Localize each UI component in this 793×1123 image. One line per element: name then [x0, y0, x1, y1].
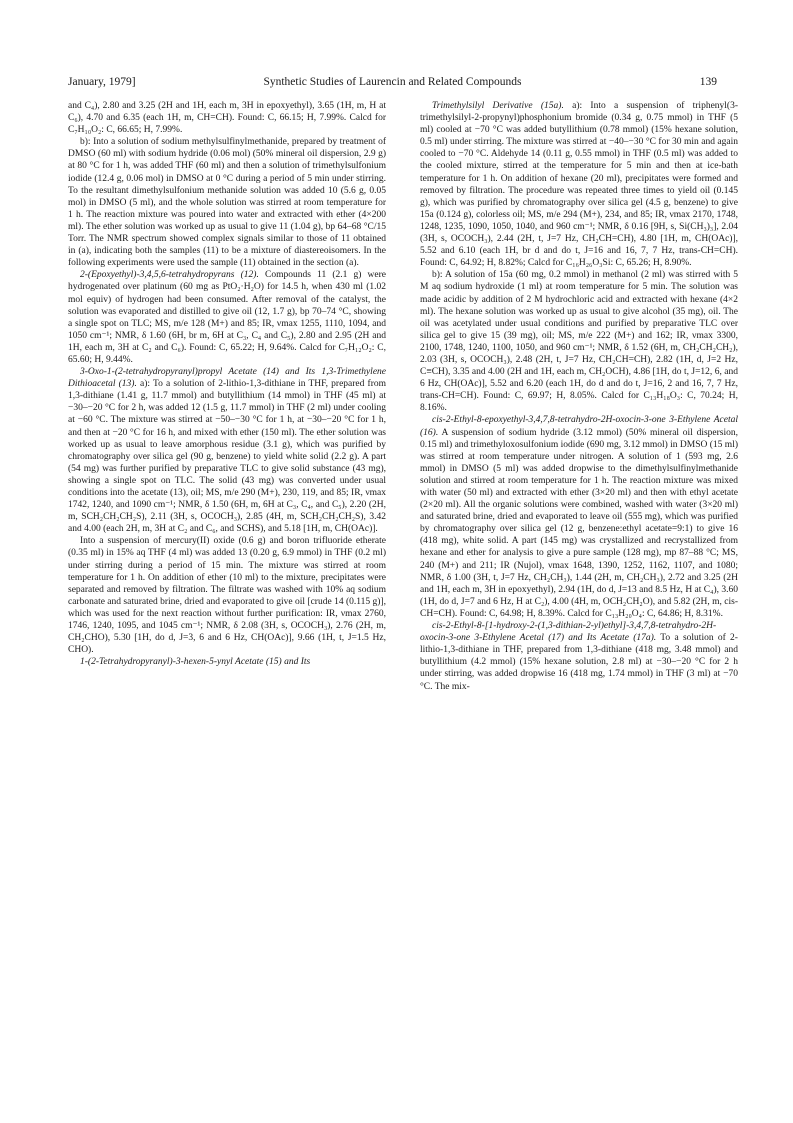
paragraph: [68, 535, 386, 656]
paragraph: [420, 620, 738, 693]
section-heading: 2-(Epoxyethyl)-3,4,5,6-tetrahydropyrans (12).: [80, 270, 259, 281]
section-heading: cis-2-Ethyl-8-[1-hydroxy-2-(1,3-dithian-2-yl)ethyl]-3,4,7,8-tetrahydro-2H-oxocin-3-one 3-Ethylene Acetal (17) and Its Acetate (17a).: [420, 621, 717, 644]
paragraph: [420, 100, 738, 269]
header-title: Synthetic Studies of Laurencin and Related Compounds: [263, 76, 522, 88]
left-column: [68, 100, 386, 668]
paragraph: [420, 414, 738, 620]
paragraph: [68, 656, 386, 668]
right-column: [420, 100, 738, 693]
paragraph-text: Compounds 11 (2.1 g) were hydrogenated over platinum (60 mg as PtO₂·H₂O) for 14.5 h, when 430 ml (1.02 mol equiv) of hydrogen had been consumed. After removal of the catalyst, the solution was evaporated and distilled to give oil (12, 1.7 g), bp 70–74 °C, showing a single spot on TLC; MS, m/e 128 (M+) and 85; IR, νmax 1255, 1110, 1094, and 1050 cm⁻¹; NMR, δ 1.60 (6H, br m, 6H at C₃, C₄ and C₅), 2.80 and 2.95 (2H and 1H, each m, 3H at C₂ and C₆). Found: C, 65.22; H, 9.64%. Calcd for C₇H₁₂O₂: C, 65.60; H, 9.44%.: [68, 270, 386, 365]
paragraph: [420, 269, 738, 414]
paragraph-text: a): Into a suspension of triphenyl(3-trimethylsilyl-2-propynyl)phosphonium bromide (0.34 g, 0.75 mmol) in THF (5 ml) cooled at −70 °C was added butyllithium (0.78 mmol) (15% hexane solution, 0.5 ml) under stirring. The mixture was stirred at −40–−30 °C for 30 min and again cooled to −70 °C. Aldehyde 14 (0.11 g, 0.55 mmol) in THF (0.5 ml) was added to the cooled mixture, stirred at the temperature for 5 min and then at ice-bath temperature for 1 h. On addition of hexane (20 ml), precipitates were formed and removed by filtration. The procedure was repeated three times to yield oil (0.145 g), which was purified by chromatography over silica gel (4.5 g, benzene) to give 15a (0.124 g), colorless oil; MS, m/e 294 (M+), 234, and 85; IR, νmax 2170, 1748, 1248, 1235, 1090, 1050, 1040, and 960 cm⁻¹; NMR, δ 0.16 [9H, s, Si(CH₃)₃], 2.04 (3H, s, OCOCH₃), 2.44 (2H, t, J=7 Hz, CH₂CH=CH), 4.80 [1H, m, CH(OAc)], 5.52 and 6.10 (each 1H, br d and do t, J=16 and 16, 7, 7 Hz, trans-CH=CH). Found: C, 64.92; H, 8.82%; Calcd for C₁₆H₂₆O₃Si: C, 65.26; H, 8.90%.: [420, 101, 739, 269]
paragraph-text: and C₄), 2.80 and 3.25 (2H and 1H, each m, 3H in epoxyethyl), 3.65 (1H, m, H at C₆), 4.70 and 6.35 (each 1H, m, CH=CH). Found: C, 66.15; H, 7.99%. Calcd for C₇H₁₀O₂: C, 66.65; H, 7.99%.: [68, 101, 386, 136]
section-heading: Trimethylsilyl Derivative (15a).: [432, 101, 564, 111]
page-number: 139: [699, 76, 717, 88]
section-heading: 1-(2-Tetrahydropyranyl)-3-hexen-5-ynyl Acetate (15) and Its: [80, 657, 311, 668]
header-date: January, 1979]: [68, 76, 136, 88]
paragraph-text: b): Into a solution of sodium methylsulfinylmethanide, prepared by treatment of DMSO (60 ml) with sodium hydride (0.06 mol) (50% mineral oil dispersion, 2.9 g) at 80 °C for 1 h, was added THF (60 ml) and then a solution of trimethylsulfonium iodide (12.4 g, 0.06 mol) in DMSO at 0 °C during a period of 5 min under stirring. To the resultant dimethylsulfonium methanide solution was added 10 (5.6 g, 0.05 mol) in DMSO (5 ml), and the whole solution was stirred at room temperature for 1 h. The reaction mixture was poured into water and extracted with ether (4×200 ml). The ether solution was worked up as usual to give 11 (1.04 g), bp 64–68 °C/15 Torr. The NMR spectrum showed complex signals similar to those of 11 obtained in (a), indicating both the samples (11) to be a mixture of diastereoisomers. In the following experiments were used the sample (11) obtained in the section (a).: [68, 137, 386, 269]
paragraph-text: To a solution of 2-lithio-1,3-dithiane in THF, prepared from 1,3-dithiane (418 mg, 3.48 mmol) and butyllithium (4.2 mmol) (15% hexane solution, 2.8 ml) at −30–−20 °C for 2 h under stirring, was added dropwise 16 (418 mg, 1.74 mmol) in THF (3 ml) at −70 °C. The mix-: [420, 633, 738, 692]
paragraph-text: Into a suspension of mercury(II) oxide (0.6 g) and boron trifluoride etherate (0.35 ml) in 15% aq THF (4 ml) was added 13 (0.20 g, 6.9 mmol) in THF (0.2 ml) under stirring during a period of 15 min. The mixture was stirred at room temperature for 1 h. On addition of ether (10 ml) to the mixture, precipitates were separated and removed by filtration. The filtrate was washed with 10% aq sodium carbonate and saturated brine, dried and evaporated to give oil [crude 14 (0.115 g)], which was used for the next reaction without further purification: IR, νmax 2760, 1746, 1240, 1095, and 1045 cm⁻¹; NMR, δ 2.08 (3H, s, OCOCH₃), 2.76 (2H, m, CH₂CHO), 5.30 [1H, do d, J=3, 6 and 6 Hz, CH(OAc)], 9.66 (1H, t, J=1.5 Hz, CHO).: [68, 536, 386, 656]
paragraph-text: b): A solution of 15a (60 mg, 0.2 mmol) in methanol (2 ml) was stirred with 5 M aq sodium hydroxide (1 ml) at room temperature for 5 min. The solution was made acidic by addition of 2 M hydrochloric acid and extracted with hexane (4×2 ml). The hexane solution was worked up as usual to give alcohol (35 mg), oil. The oil was acetylated under usual conditions and purified by preparative TLC over silica gel to give 15 (39 mg), oil; MS, m/e 222 (M+) and 162; IR, νmax 3300, 2100, 1748, 1240, 1100, 1050, and 960 cm⁻¹; NMR, δ 1.52 (6H, m, CH₂CH₂CH₂), 2.03 (3H, s, OCOCH₃), 2.48 (2H, t, J=7 Hz, CH₂CH=CH), 2.82 (1H, d, J=2 Hz, C≡CH), 3.35 and 4.00 (2H and 1H, each m, CH₂OCH), 4.86 [1H, do t, J=12, 6, and 6 Hz, CH(OAc)], 5.52 and 6.20 (each 1H, do d and do t, J=16, 2 and 16, 7, 7 Hz, trans-CH=CH). Found: C, 69.97; H, 8.05%. Calcd for C₁₃H₁₈O₃: C, 70.24; H, 8.16%.: [420, 270, 738, 414]
paragraph-text: a): To a solution of 2-lithio-1,3-dithiane in THF, prepared from 1,3-dithiane (1.41 g, 11.7 mmol) and butyllithium (14 mmol) in THF (45 ml) at −30–−20 °C for 2 h, was added 12 (1.5 g, 11.7 mmol) in THF (2 ml) under cooling at −60 °C. The mixture was stirred at −50–−30 °C for 1 h, at −30–−20 °C for 1 h, and then at −20 °C for 16 h, and mixed with ether (150 ml). The ether solution was worked up as usual to leave amorphous residue (3.1 g), which was purified by chromatography over silica gel (90 g, benzene) to yield white solid (2.2 g). A part (54 mg) was further purified by preparative TLC to give solid substance (43 mg), showing a single spot on TLC. The solid (43 mg) was converted under usual conditions into the acetate (13), oil; MS, m/e 290 (M+), 230, 119, and 85; IR, νmax 1742, 1240, and 1090 cm⁻¹; NMR, δ 1.50 (6H, m, 6H at C₃, C₄, and C₅), 2.20 (2H, m, SCH₂CH₂CH₂S), 2.11 (3H, s, OCOCH₃), 2.85 (4H, m, SCH₂CH₂CH₂S), 3.42 and 4.00 (each 2H, m, 3H at C₂ and C₆, and SCHS), and 5.18 [1H, m, CH(OAc)].: [68, 379, 387, 535]
paragraph-text: A suspension of sodium hydride (3.12 mmol) (50% mineral oil dispersion, 0.15 ml) and trimethyloxosulfonium iodide (690 mg, 3.12 mmol) in DMSO (15 ml) was stirred at room temperature under nitrogen. A solution of 1 (593 mg, 2.6 mmol) in DMSO (5 ml) was added dropwise to the dimethylsulfinylmethanide solution and stirred at room temperature for 1 h. The reaction mixture was mixed with water (50 ml) and extracted with ether (3×20 ml) and then with ethyl acetate (2×20 ml). All the organic solutions were combined, washed with water (3×20 ml) and saturated brine, dried and evaporated to leave oil (555 mg), which was purified by chromatography over silica gel (12 g, benzene:ethyl acetate=9:1) to give 16 (418 mg), white solid. A part (145 mg) was crystallized and recrystallized from hexane and ether for analysis to give a pure sample (128 mg), mp 87–88 °C; MS, 240 (M+) and 211; IR (Nujol), νmax 1648, 1390, 1252, 1162, 1107, and 1080; NMR, δ 1.00 (3H, t, J=7 Hz, CH₂CH₃), 1.44 (2H, m, CH₂CH₃), 2.72 and 3.25 (2H and 1H, each m, 3H in epoxyethyl), 2.94 (1H, do d, J=13 and 8.5 Hz, H at C₄), 3.60 (1H, do d, J=7 and 6 Hz, H at C₂), 4.00 (4H, m, OCH₂CH₂O), and 5.82 (2H, m, cis-CH=CH). Found: C, 64.98; H, 8.39%. Calcd for C₁₃H₂₀O₄: C, 64.86; H, 8.31%.: [420, 427, 738, 619]
section-heading: cis-2-Ethyl-8-epoxyethyl-3,4,7,8-tetrahydro-2H-oxocin-3-one 3-Ethylene Acetal (16).: [420, 415, 738, 438]
paragraph: [68, 366, 386, 535]
paragraph: [68, 100, 386, 136]
running-header: [68, 76, 717, 94]
paragraph: [68, 136, 386, 269]
section-heading: 3-Oxo-1-(2-tetrahydropyranyl)propyl Acetate (14) and Its 1,3-Trimethylene Dithioacetal (13).: [68, 367, 386, 390]
paragraph: [68, 269, 386, 366]
